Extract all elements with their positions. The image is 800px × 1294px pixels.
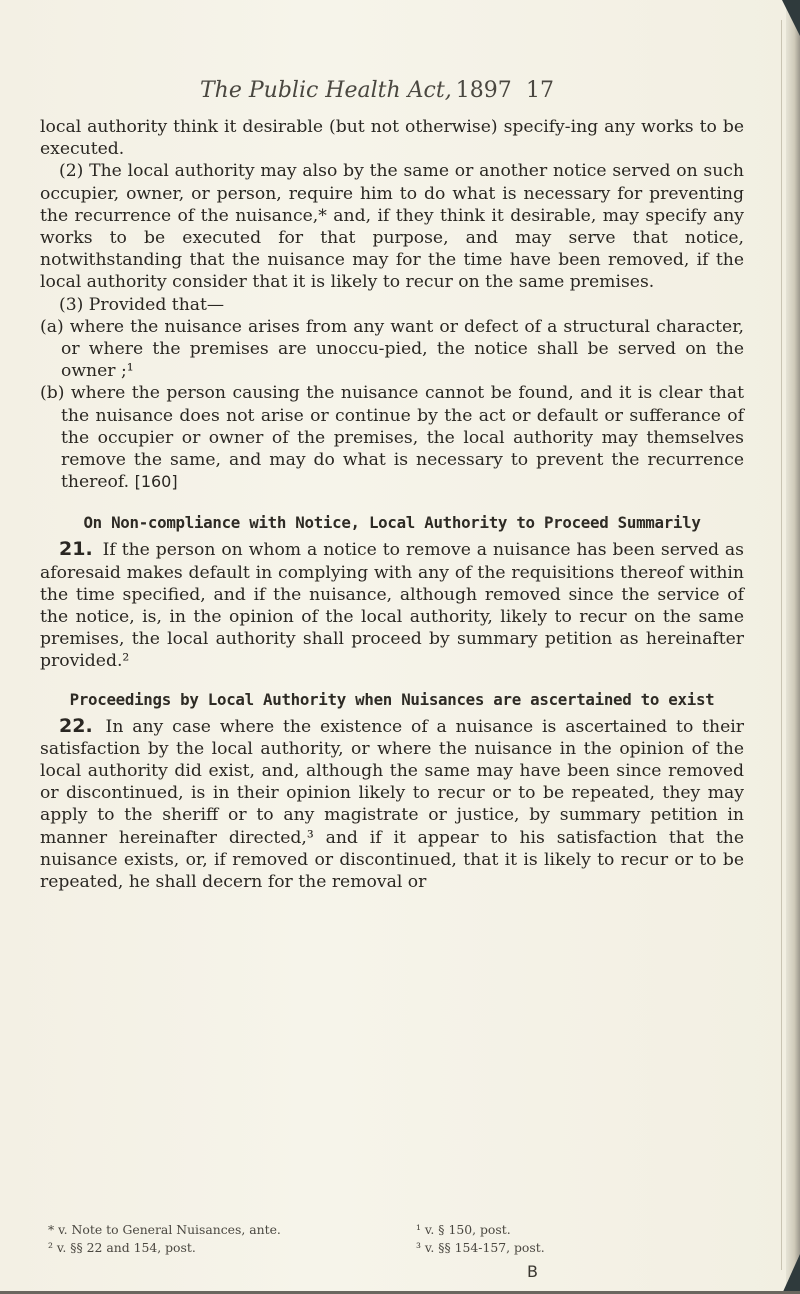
section-heading-21: On Non-compliance with Notice, Local Authority to Proceed Summarily [83,513,701,533]
clause-a: (a) where the nuisance arises from any want or defect of a structural character, or where the premises are unoccu-pied, the notice shall be served on the owner ;¹ [40,316,744,382]
page-edge-shadow [786,0,800,1294]
scan-corner-bottom [782,1254,800,1294]
footnote-3: ³ v. §§ 154-157, post. [416,1240,545,1255]
footnote-star: * v. Note to General Nuisances, ante. [48,1222,281,1237]
running-head-title: The Public Health Act, [200,78,452,103]
footnotes-left [48,1221,388,1257]
clause-b [40,382,744,493]
footnote-1: ¹ v. § 150, post. [416,1222,511,1237]
section-number-21: 21. [59,538,93,561]
section-21-text: If the person on whom a notice to remove a nuisance has been served as aforesaid makes default in complying with any of the requisitions thereof within the time specified, and if the nuisance, although removed since the service of the notice, is, in the opinion of the local authority, likely to recur on the same premises, the local authority shall proceed by summary petition as hereinafter provided.² [40,540,744,672]
section-number-22: 22. [59,714,93,737]
subsection-2: (2) The local authority may also by the same or another notice served on such occupier, owner, or person, require him to do what is necessary for preventing the recurrence of the nuisance,* and, if they think it desirable, may specify any works to be executed for that purpose, and may serve that notice, notwithstanding that the nuisance may for the time have been removed, if the local authority consider that it is likely to recur on the same premises. [40,161,744,293]
footnote-2: ² v. §§ 22 and 154, post. [48,1240,196,1255]
section-22-text: In any case where the existence of a nuisance is ascertained to their satisfaction by the local authority, or where the nuisance in the opinion of the local authority did exist, and, although the same may have been since removed or discontinued, is in their opinion likely to recur or to be repeated, they may apply to the sheriff or to any magistrate or justice, by summary petition in manner hereinafter directed,³ and if it appear to his satisfaction that the nuisance exists, or, if removed or discontinued, that it is likely to recur or to be repeated, he shall decern for the removal or [40,716,744,893]
section-heading-22: Proceedings by Local Authority when Nuisances are ascertained to exist [69,689,715,709]
signature-mark: B [527,1262,538,1281]
body-text [40,116,744,893]
running-head [200,78,576,103]
section-22 [40,715,744,894]
running-head-year: 1897 [455,78,512,103]
subsection-3: (3) Provided that— [59,294,225,315]
marginal-reference: [160] [134,472,178,492]
scan-corner-top [782,0,800,36]
page-number: 17 [526,78,554,103]
clause-b-text: (b) where the person causing the nuisance cannot be found, and it is clear that the nuisance does not arise or continue by the act or default or sufferance of the occupier or owner of the premises, the local authority may themselves remove the same, and may do what is necessary to prevent the recurrence thereof. [40,383,744,493]
paragraph-continuation: local authority think it desirable (but not otherwise) specify-ing any works to be executed. [40,117,744,160]
section-21 [40,538,744,672]
footnotes-right [416,1221,756,1257]
page-edge-line [781,20,782,1270]
